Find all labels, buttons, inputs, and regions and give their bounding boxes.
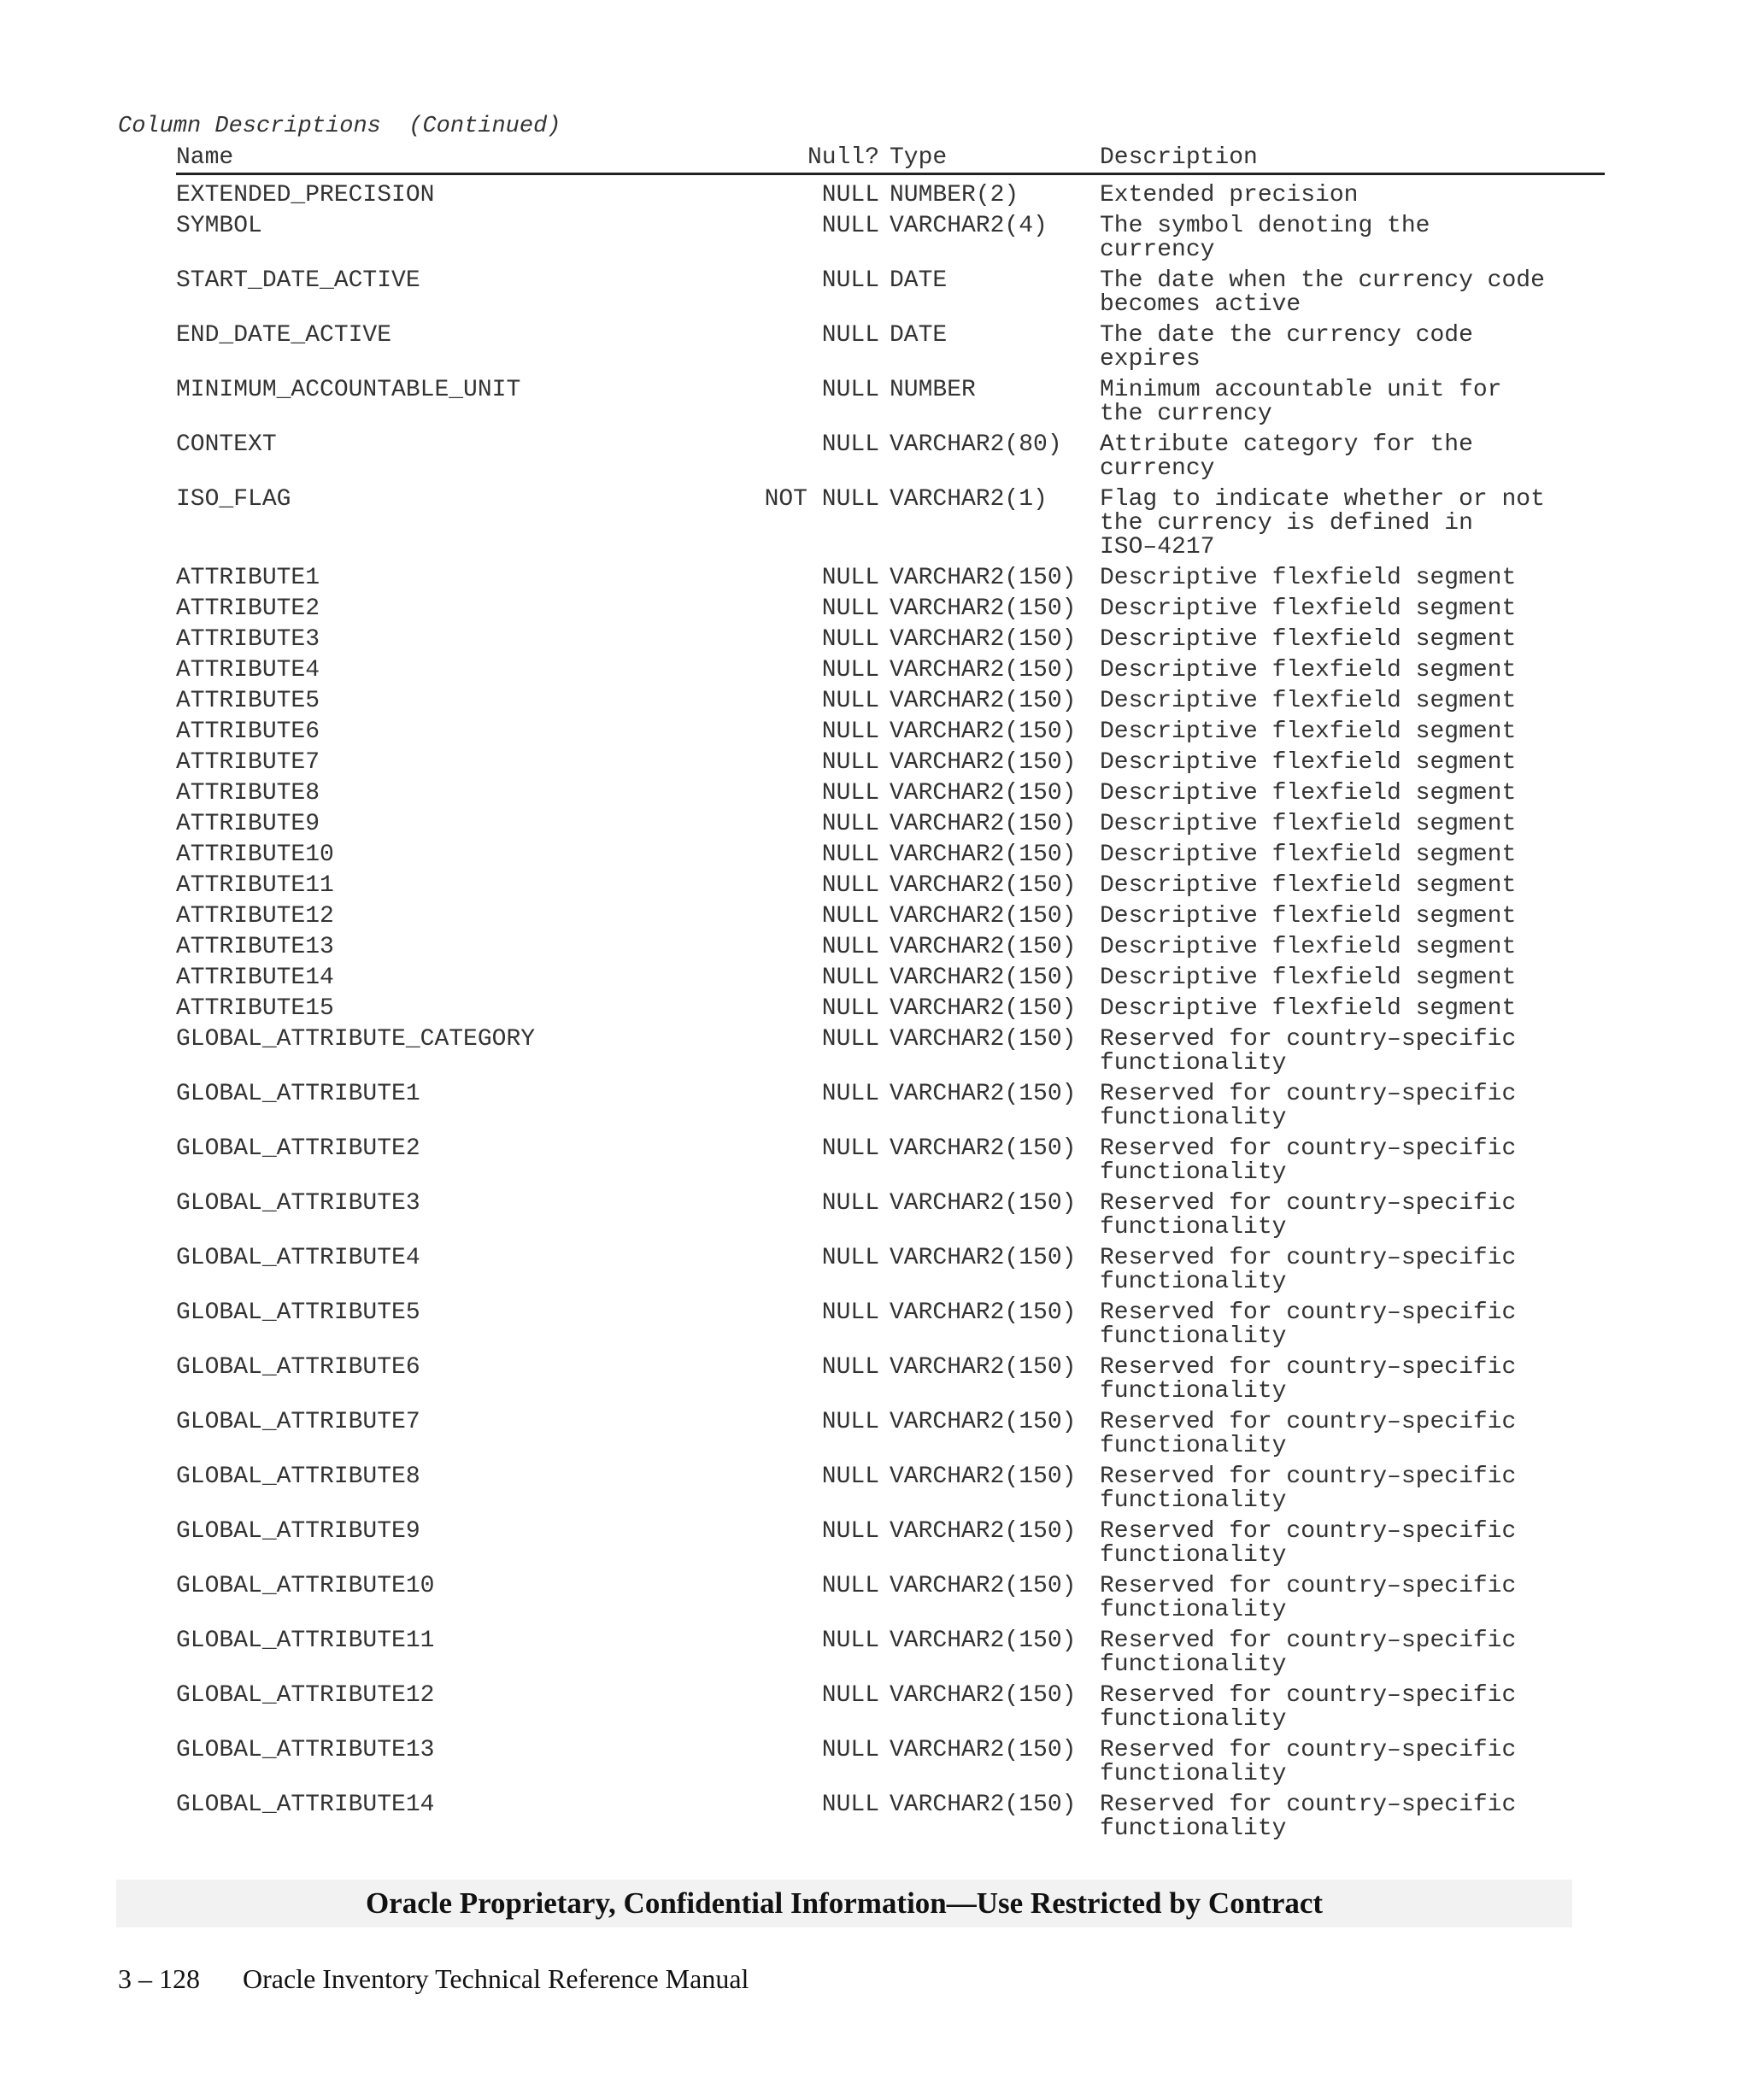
table-row — [176, 1137, 1605, 1192]
column-description: Descriptive flexfield segment — [1100, 842, 1517, 868]
table-row — [176, 1192, 1605, 1247]
column-type: VARCHAR2(150) — [890, 1737, 1077, 1763]
page-number: 3 – 128 — [118, 1963, 200, 1994]
column-name: GLOBAL_ATTRIBUTE12 — [176, 1682, 435, 1709]
column-description: Attribute category for the currency — [1100, 431, 1473, 482]
column-null: NULL — [821, 565, 879, 591]
table-row — [176, 184, 1605, 214]
column-description: Reserved for country–specific functionality — [1100, 1682, 1517, 1733]
column-type: VARCHAR2(150) — [890, 1354, 1077, 1381]
column-null: NULL — [821, 780, 879, 807]
column-type: DATE — [890, 322, 948, 349]
column-null: NULL — [821, 1299, 879, 1326]
column-name: END_DATE_ACTIVE — [176, 322, 392, 349]
column-type: VARCHAR2(150) — [890, 1409, 1077, 1435]
column-description: Descriptive flexfield segment — [1100, 565, 1517, 591]
column-name: ATTRIBUTE3 — [176, 626, 320, 653]
column-description: Descriptive flexfield segment — [1100, 688, 1517, 714]
column-name: MINIMUM_ACCOUNTABLE_UNIT — [176, 377, 521, 403]
column-type: VARCHAR2(150) — [890, 719, 1077, 745]
column-name: ATTRIBUTE5 — [176, 688, 320, 714]
table-row — [176, 1629, 1605, 1684]
column-description: Reserved for country–specific functionality — [1100, 1737, 1517, 1787]
table-row — [176, 628, 1605, 659]
column-null: NULL — [821, 688, 879, 714]
table-row — [176, 1575, 1605, 1629]
column-null: NULL — [821, 322, 879, 349]
column-description: Reserved for country–specific functionality — [1100, 1573, 1517, 1623]
column-name: ATTRIBUTE14 — [176, 965, 334, 991]
column-type: VARCHAR2(150) — [890, 1464, 1077, 1490]
column-name: CONTEXT — [176, 431, 277, 458]
column-null: NULL — [821, 995, 879, 1022]
column-null: NULL — [821, 1518, 879, 1545]
column-description: Descriptive flexfield segment — [1100, 657, 1517, 683]
table-row — [176, 1247, 1605, 1301]
column-name: SYMBOL — [176, 213, 262, 239]
column-type: VARCHAR2(150) — [890, 1026, 1077, 1053]
column-null: NULL — [821, 1026, 879, 1053]
column-name: ATTRIBUTE13 — [176, 934, 334, 960]
column-description: The symbol denoting the currency — [1100, 213, 1430, 263]
column-null: NULL — [821, 749, 879, 776]
column-null: NULL — [821, 267, 879, 294]
column-type: DATE — [890, 267, 948, 294]
column-type: VARCHAR2(150) — [890, 1190, 1077, 1217]
column-type: VARCHAR2(150) — [890, 1518, 1077, 1545]
column-null: NULL — [821, 377, 879, 403]
column-name: GLOBAL_ATTRIBUTE9 — [176, 1518, 420, 1545]
table-caption: Column Descriptions (Continued) — [118, 114, 561, 139]
column-null: NULL — [821, 1245, 879, 1271]
column-description: Descriptive flexfield segment — [1100, 749, 1517, 776]
column-name: GLOBAL_ATTRIBUTE6 — [176, 1354, 420, 1381]
column-type: VARCHAR2(4) — [890, 213, 1048, 239]
table-row — [176, 874, 1605, 905]
column-type: VARCHAR2(80) — [890, 431, 1062, 458]
table-row — [176, 966, 1605, 997]
table-row — [176, 566, 1605, 597]
column-name: GLOBAL_ATTRIBUTE3 — [176, 1190, 420, 1217]
column-type: VARCHAR2(150) — [890, 1299, 1077, 1326]
column-description: Extended precision — [1100, 182, 1359, 208]
column-description: Reserved for country–specific functionality — [1100, 1135, 1517, 1186]
table-row — [176, 720, 1605, 751]
column-type: VARCHAR2(150) — [890, 1081, 1077, 1107]
column-type: VARCHAR2(150) — [890, 1792, 1077, 1818]
column-name: ATTRIBUTE9 — [176, 811, 320, 837]
table-row — [176, 905, 1605, 936]
header-name: Name — [176, 144, 234, 171]
column-description: Descriptive flexfield segment — [1100, 872, 1517, 899]
column-name: GLOBAL_ATTRIBUTE13 — [176, 1737, 435, 1763]
column-description: Reserved for country–specific functionality — [1100, 1026, 1517, 1076]
column-description: Reserved for country–specific functionality — [1100, 1081, 1517, 1131]
column-name: ATTRIBUTE6 — [176, 719, 320, 745]
confidentiality-banner: Oracle Proprietary, Confidential Information––Use Restricted by Contract — [116, 1880, 1572, 1927]
column-type: VARCHAR2(150) — [890, 565, 1077, 591]
table-row — [176, 1465, 1605, 1520]
table-row — [176, 1356, 1605, 1411]
column-name: START_DATE_ACTIVE — [176, 267, 420, 294]
column-null: NULL — [821, 842, 879, 868]
column-null: NULL — [821, 657, 879, 683]
column-type: VARCHAR2(150) — [890, 749, 1077, 776]
column-type: VARCHAR2(1) — [890, 486, 1048, 513]
column-description: The date when the currency code becomes active — [1100, 267, 1545, 318]
column-description: Descriptive flexfield segment — [1100, 626, 1517, 653]
header-description: Description — [1100, 144, 1258, 171]
column-description: Reserved for country–specific functionality — [1100, 1464, 1517, 1514]
column-type: VARCHAR2(150) — [890, 626, 1077, 653]
column-type: VARCHAR2(150) — [890, 657, 1077, 683]
column-type: VARCHAR2(150) — [890, 995, 1077, 1022]
column-type: VARCHAR2(150) — [890, 688, 1077, 714]
manual-title: Oracle Inventory Technical Reference Manual — [243, 1963, 749, 1994]
column-null: NULL — [821, 1409, 879, 1435]
column-description: The date the currency code expires — [1100, 322, 1473, 372]
column-description: Reserved for country–specific functionality — [1100, 1792, 1517, 1842]
column-null: NULL — [821, 1628, 879, 1654]
table-row — [176, 1411, 1605, 1465]
column-null: NULL — [821, 1081, 879, 1107]
column-null: NULL — [821, 1135, 879, 1162]
column-name: ATTRIBUTE7 — [176, 749, 320, 776]
column-null: NULL — [821, 903, 879, 930]
column-description: Reserved for country–specific functionality — [1100, 1628, 1517, 1678]
column-null: NULL — [821, 595, 879, 622]
column-name: GLOBAL_ATTRIBUTE10 — [176, 1573, 435, 1599]
column-description: Reserved for country–specific functionality — [1100, 1409, 1517, 1459]
header-null: Null? — [807, 144, 879, 171]
column-type: VARCHAR2(150) — [890, 872, 1077, 899]
table-row — [176, 324, 1605, 378]
column-type: VARCHAR2(150) — [890, 1682, 1077, 1709]
table-row — [176, 782, 1605, 812]
column-name: GLOBAL_ATTRIBUTE_CATEGORY — [176, 1026, 536, 1053]
column-type: VARCHAR2(150) — [890, 934, 1077, 960]
column-descriptions-table — [176, 144, 1605, 1848]
column-name: ATTRIBUTE4 — [176, 657, 320, 683]
header-type: Type — [890, 144, 948, 171]
column-name: ATTRIBUTE1 — [176, 565, 320, 591]
column-name: ATTRIBUTE2 — [176, 595, 320, 622]
table-row — [176, 378, 1605, 433]
column-description: Descriptive flexfield segment — [1100, 595, 1517, 622]
column-name: ISO_FLAG — [176, 486, 291, 513]
column-name: ATTRIBUTE12 — [176, 903, 334, 930]
table-header — [176, 144, 1605, 175]
column-null: NULL — [821, 1682, 879, 1709]
column-type: VARCHAR2(150) — [890, 842, 1077, 868]
column-null: NULL — [821, 1792, 879, 1818]
column-type: VARCHAR2(150) — [890, 1628, 1077, 1654]
column-name: GLOBAL_ATTRIBUTE5 — [176, 1299, 420, 1326]
table-row — [176, 488, 1605, 566]
table-row — [176, 812, 1605, 843]
column-description: Reserved for country–specific functionality — [1100, 1354, 1517, 1405]
column-description: Flag to indicate whether or not the currency is defined in ISO–4217 — [1100, 486, 1545, 560]
column-null: NULL — [821, 213, 879, 239]
column-null: NOT NULL — [764, 486, 879, 513]
column-description: Descriptive flexfield segment — [1100, 995, 1517, 1022]
column-description: Descriptive flexfield segment — [1100, 965, 1517, 991]
table-row — [176, 1739, 1605, 1793]
column-description: Descriptive flexfield segment — [1100, 903, 1517, 930]
column-description: Descriptive flexfield segment — [1100, 811, 1517, 837]
column-name: GLOBAL_ATTRIBUTE8 — [176, 1464, 420, 1490]
table-row — [176, 1520, 1605, 1575]
column-null: NULL — [821, 1737, 879, 1763]
table-row — [176, 1082, 1605, 1137]
table-row — [176, 843, 1605, 874]
column-description: Reserved for country–specific functionality — [1100, 1245, 1517, 1295]
column-type: NUMBER(2) — [890, 182, 1019, 208]
column-type: VARCHAR2(150) — [890, 780, 1077, 807]
table-row — [176, 269, 1605, 324]
table-row — [176, 1301, 1605, 1356]
column-name: ATTRIBUTE8 — [176, 780, 320, 807]
column-name: GLOBAL_ATTRIBUTE1 — [176, 1081, 420, 1107]
table-body — [176, 184, 1605, 1848]
table-row — [176, 997, 1605, 1028]
column-description: Minimum accountable unit for the currency — [1100, 377, 1502, 427]
column-name: GLOBAL_ATTRIBUTE14 — [176, 1792, 435, 1818]
column-name: ATTRIBUTE10 — [176, 842, 334, 868]
column-name: GLOBAL_ATTRIBUTE7 — [176, 1409, 420, 1435]
column-null: NULL — [821, 811, 879, 837]
column-name: GLOBAL_ATTRIBUTE4 — [176, 1245, 420, 1271]
column-null: NULL — [821, 934, 879, 960]
column-description: Descriptive flexfield segment — [1100, 719, 1517, 745]
table-row — [176, 751, 1605, 782]
column-null: NULL — [821, 431, 879, 458]
column-name: GLOBAL_ATTRIBUTE2 — [176, 1135, 420, 1162]
column-null: NULL — [821, 1464, 879, 1490]
column-null: NULL — [821, 1573, 879, 1599]
table-row — [176, 1793, 1605, 1848]
column-null: NULL — [821, 1190, 879, 1217]
column-type: VARCHAR2(150) — [890, 1245, 1077, 1271]
column-type: VARCHAR2(150) — [890, 965, 1077, 991]
column-description: Reserved for country–specific functionality — [1100, 1190, 1517, 1241]
table-row — [176, 597, 1605, 628]
column-name: ATTRIBUTE15 — [176, 995, 334, 1022]
column-null: NULL — [821, 626, 879, 653]
column-description: Descriptive flexfield segment — [1100, 780, 1517, 807]
column-name: GLOBAL_ATTRIBUTE11 — [176, 1628, 435, 1654]
table-row — [176, 1028, 1605, 1082]
column-description: Reserved for country–specific functionality — [1100, 1299, 1517, 1350]
table-row — [176, 1684, 1605, 1739]
column-null: NULL — [821, 1354, 879, 1381]
column-description: Reserved for country–specific functionality — [1100, 1518, 1517, 1569]
column-name: ATTRIBUTE11 — [176, 872, 334, 899]
table-row — [176, 214, 1605, 269]
table-row — [176, 936, 1605, 966]
table-row — [176, 433, 1605, 488]
column-type: NUMBER — [890, 377, 976, 403]
column-type: VARCHAR2(150) — [890, 595, 1077, 622]
column-name: EXTENDED_PRECISION — [176, 182, 435, 208]
page-footer — [118, 1963, 749, 1995]
table-row — [176, 659, 1605, 689]
table-row — [176, 689, 1605, 720]
column-null: NULL — [821, 965, 879, 991]
column-null: NULL — [821, 872, 879, 899]
column-type: VARCHAR2(150) — [890, 1573, 1077, 1599]
column-null: NULL — [821, 719, 879, 745]
column-description: Descriptive flexfield segment — [1100, 934, 1517, 960]
column-null: NULL — [821, 182, 879, 208]
column-type: VARCHAR2(150) — [890, 903, 1077, 930]
column-type: VARCHAR2(150) — [890, 811, 1077, 837]
column-type: VARCHAR2(150) — [890, 1135, 1077, 1162]
